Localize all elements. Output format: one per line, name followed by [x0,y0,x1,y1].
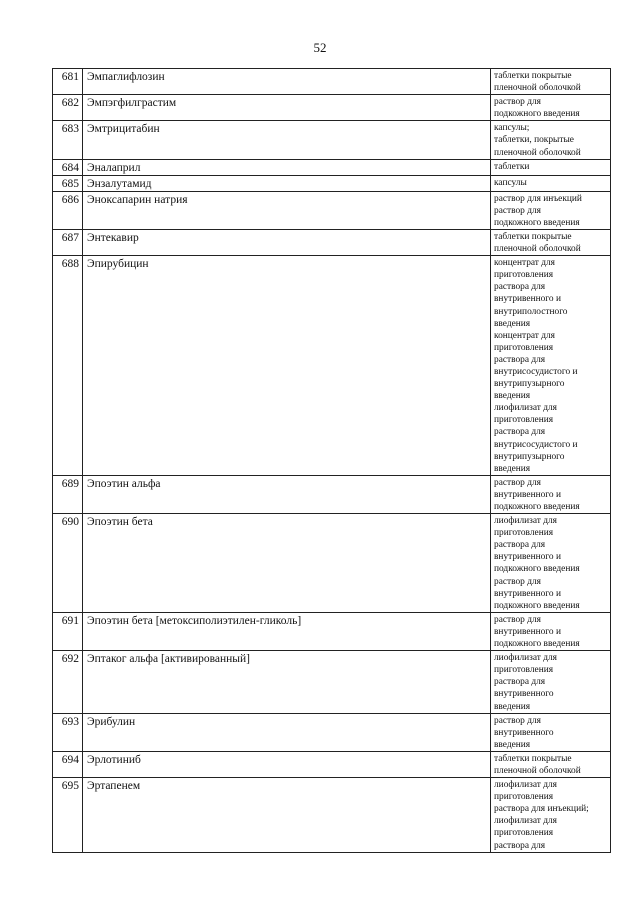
drug-name: Эпоэтин бета [83,514,491,613]
row-number: 689 [53,475,83,513]
table-row [53,175,611,191]
row-number: 688 [53,256,83,476]
dosage-form: раствор для внутривенного и подкожного введения [491,612,611,650]
dosage-form: раствор для подкожного введения [491,95,611,121]
dosage-form: лиофилизат для приготовления раствора для инъекций; лиофилизат для приготовления раствора для [491,778,611,853]
row-number: 691 [53,612,83,650]
table-row [53,121,611,159]
dosage-form: лиофилизат для приготовления раствора для внутривенного и подкожного введения раствор для внутривенного и подкожного введения [491,514,611,613]
table-row [53,475,611,513]
row-number: 683 [53,121,83,159]
dosage-form: раствор для внутривенного и подкожного введения [491,475,611,513]
dosage-form: концентрат для приготовления раствора для внутривенного и внутриполостного введения концентрат для приготовления раствора для внутрисосудистого и внутрипузырного введения лиофилизат для приготовления раствора для внутрисосудистого и внутрипузырного введения [491,256,611,476]
row-number: 692 [53,651,83,713]
table-row [53,612,611,650]
dosage-form: таблетки покрытые пленочной оболочкой [491,229,611,255]
dosage-form: раствор для инъекций раствор для подкожного введения [491,191,611,229]
dosage-form: таблетки покрытые пленочной оболочкой [491,69,611,95]
table-row [53,256,611,476]
drug-name: Энтекавир [83,229,491,255]
table-row [53,751,611,777]
drug-name: Эноксапарин натрия [83,191,491,229]
dosage-form: таблетки [491,159,611,175]
drug-name: Эналаприл [83,159,491,175]
dosage-form: раствор для внутривенного введения [491,713,611,751]
table-row [53,514,611,613]
row-number: 685 [53,175,83,191]
drug-name: Энзалутамид [83,175,491,191]
table-row [53,191,611,229]
table-row [53,778,611,853]
drug-name: Эрлотиниб [83,751,491,777]
row-number: 695 [53,778,83,853]
dosage-form: капсулы [491,175,611,191]
drug-name: Эмпаглифлозин [83,69,491,95]
drug-table [52,68,611,853]
drug-name: Эмтрицитабин [83,121,491,159]
table-row [53,159,611,175]
row-number: 687 [53,229,83,255]
row-number: 681 [53,69,83,95]
drug-name: Эпоэтин альфа [83,475,491,513]
dosage-form: капсулы; таблетки, покрытые пленочной оболочкой [491,121,611,159]
drug-name: Эпоэтин бета [метоксиполиэтилен-гликоль] [83,612,491,650]
drug-table-body [53,69,611,853]
table-row [53,95,611,121]
drug-name: Эртапенем [83,778,491,853]
drug-name: Эмпэгфилграстим [83,95,491,121]
row-number: 686 [53,191,83,229]
row-number: 694 [53,751,83,777]
row-number: 690 [53,514,83,613]
page-number: 52 [313,40,327,55]
table-row [53,651,611,713]
row-number: 684 [53,159,83,175]
drug-name: Эптаког альфа [активированный] [83,651,491,713]
table-row [53,229,611,255]
drug-name: Эпирубицин [83,256,491,476]
dosage-form: таблетки покрытые пленочной оболочкой [491,751,611,777]
row-number: 682 [53,95,83,121]
row-number: 693 [53,713,83,751]
drug-name: Эрибулин [83,713,491,751]
table-row [53,713,611,751]
table-row [53,69,611,95]
dosage-form: лиофилизат для приготовления раствора для внутривенного введения [491,651,611,713]
